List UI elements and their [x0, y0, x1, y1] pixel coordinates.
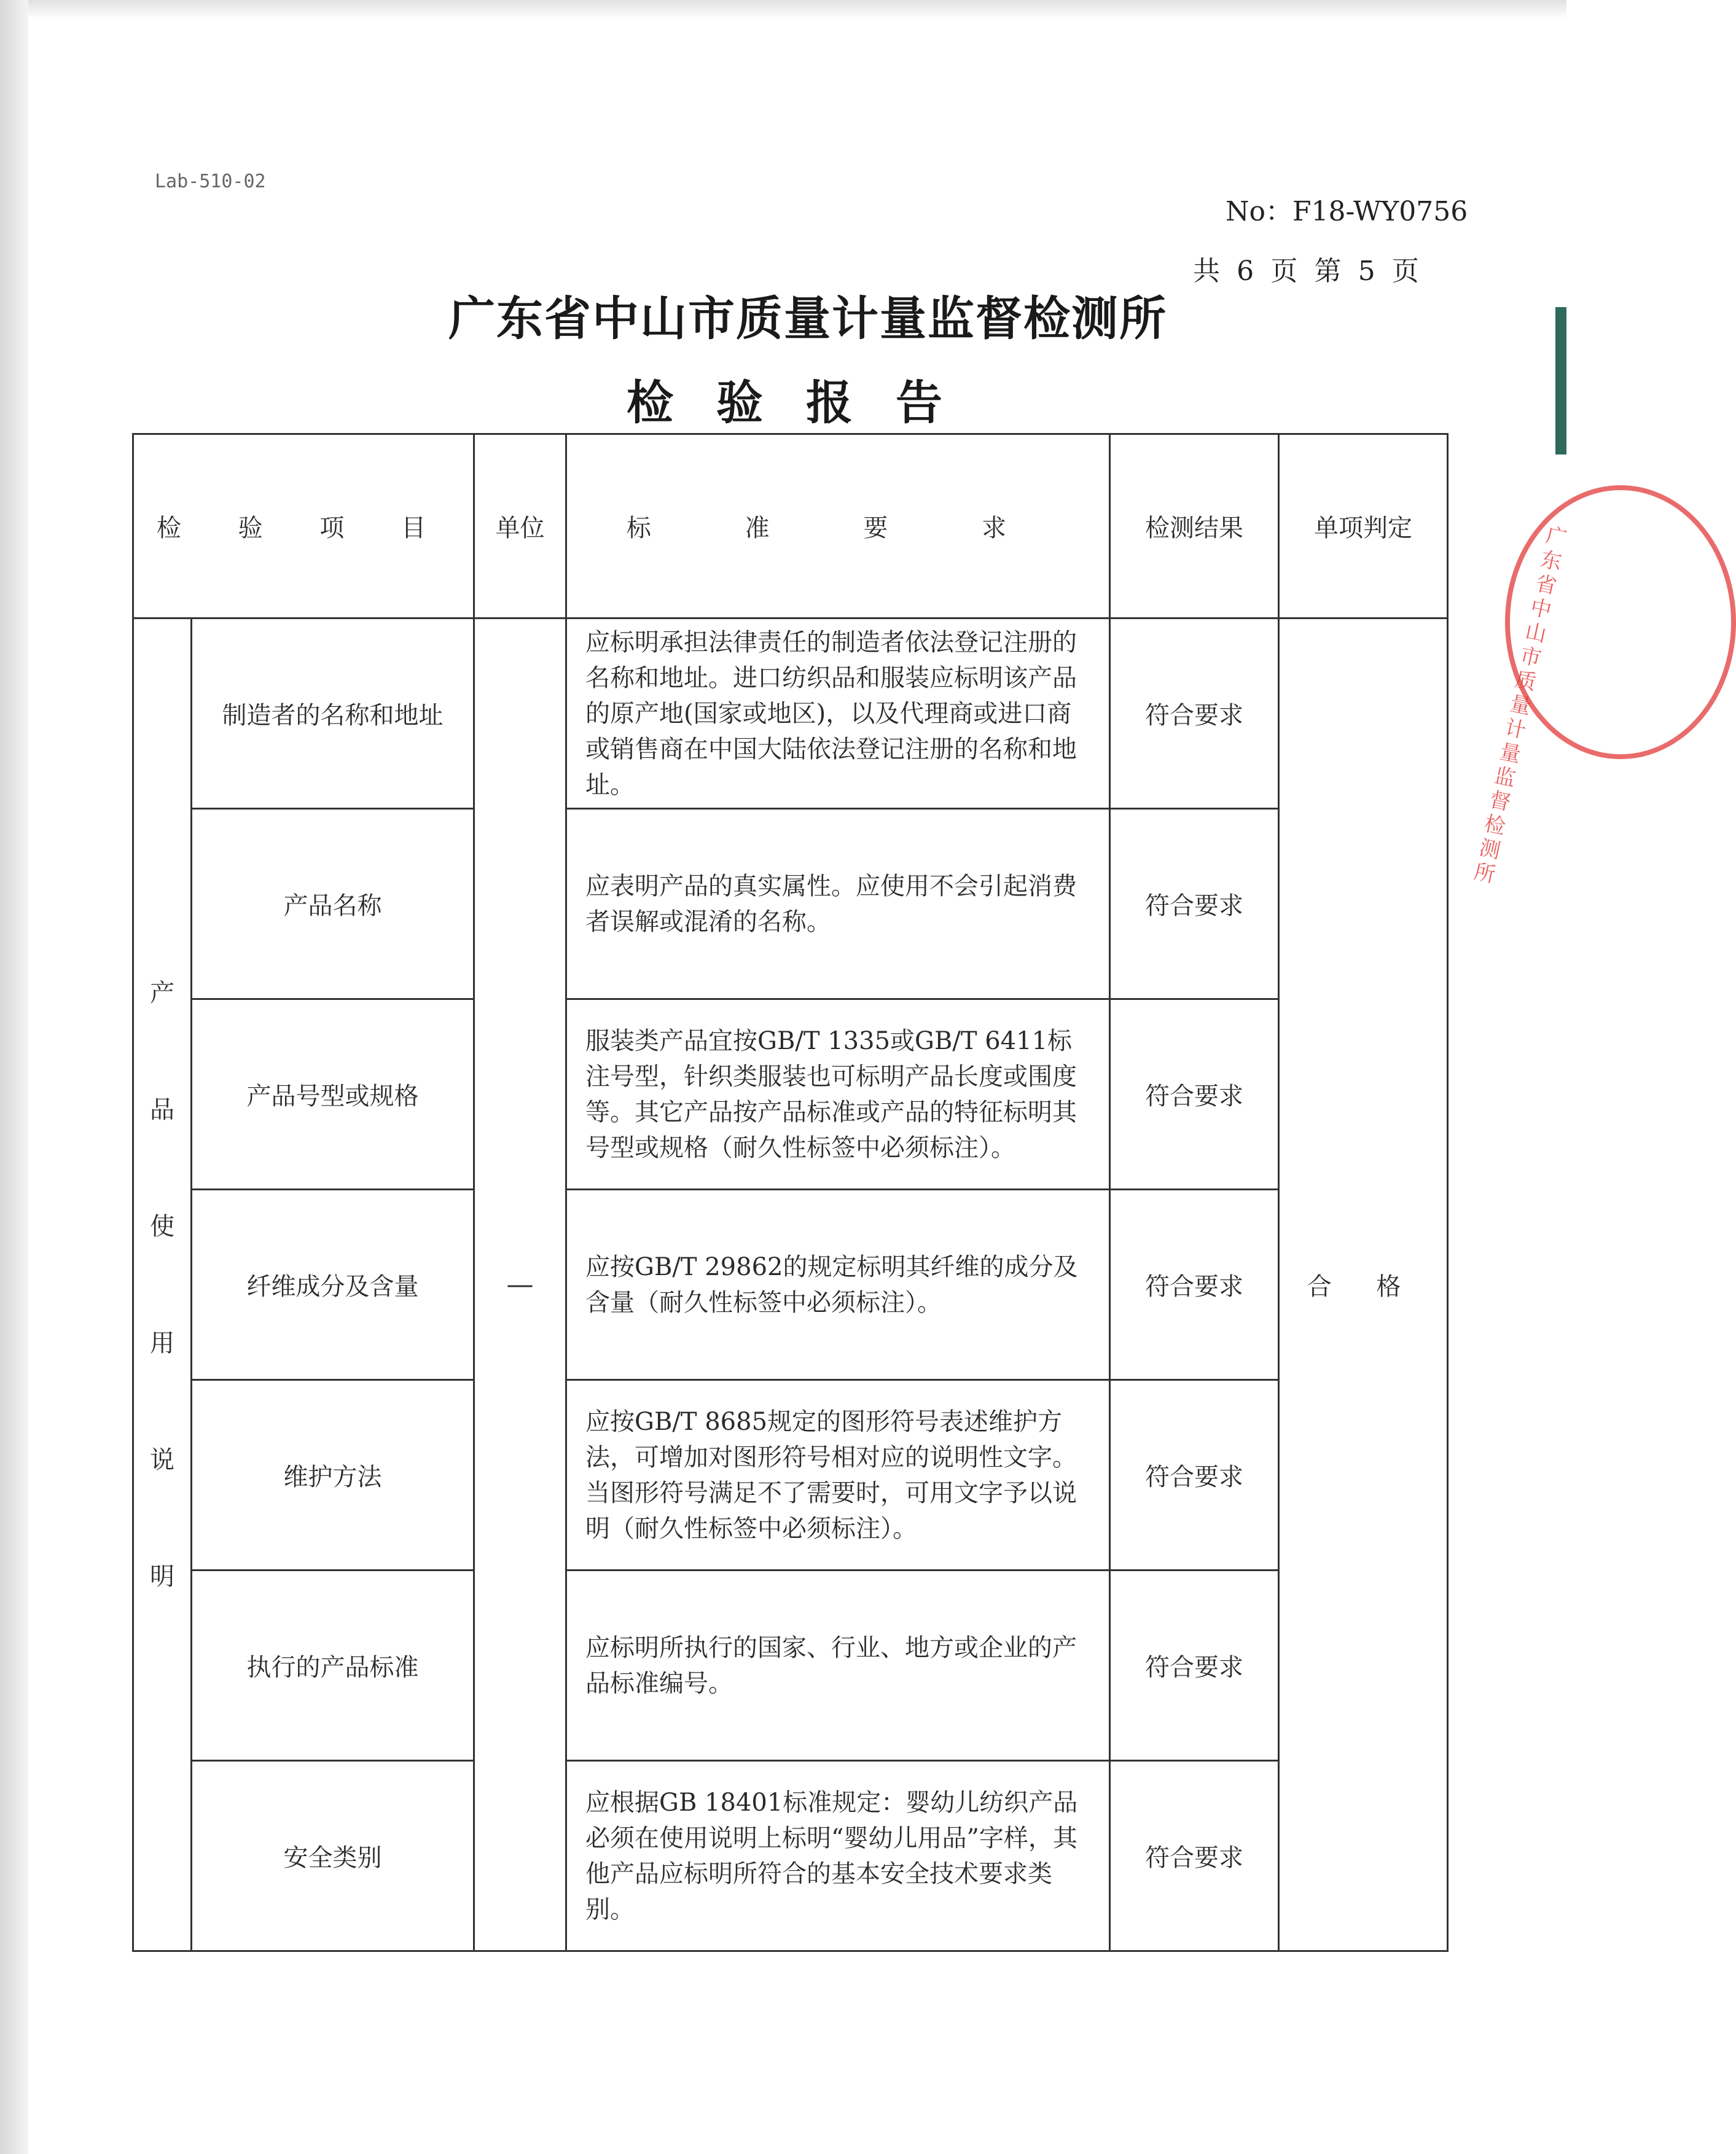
group-label: 产品使用说明 — [150, 978, 174, 1591]
item-name: 执行的产品标准 — [192, 1571, 474, 1761]
report-title: 检验报告 — [627, 375, 985, 430]
official-seal — [1472, 485, 1570, 888]
standard-requirement: 应标明承担法律责任的制造者依法登记注册的名称和地址。进口纺织品和服装应标明该产品的原产地(国家或地区)，以及代理商或进口商或销售商在中国大陆依法登记注册的名称和地址。 — [566, 618, 1110, 809]
table-row — [133, 1571, 1448, 1761]
table-row — [133, 1761, 1448, 1951]
table-row — [133, 618, 1448, 809]
table-row — [133, 1380, 1448, 1571]
item-name: 产品名称 — [192, 809, 474, 999]
verdict-value: 合 格 — [1279, 618, 1448, 1951]
item-name: 产品号型或规格 — [192, 999, 474, 1190]
standard-requirement: 应标明所执行的国家、行业、地方或企业的产品标准编号。 — [566, 1571, 1110, 1761]
item-name: 制造者的名称和地址 — [192, 618, 474, 809]
test-result: 符合要求 — [1110, 1190, 1279, 1380]
item-name: 安全类别 — [192, 1761, 474, 1951]
table-header-row — [133, 434, 1448, 618]
inspection-table — [132, 433, 1449, 1952]
test-result: 符合要求 — [1110, 1380, 1279, 1571]
binder-tab — [1555, 307, 1566, 455]
standard-requirement: 应按GB/T 29862的规定标明其纤维的成分及含量（耐久性标签中必须标注）。 — [566, 1190, 1110, 1380]
item-name: 纤维成分及含量 — [192, 1190, 474, 1380]
standard-requirement: 应根据GB 18401标准规定：婴幼儿纺织产品必须在使用说明上标明“婴幼儿用品”字样，其他产品应标明所符合的基本安全技术要求类别。 — [566, 1761, 1110, 1951]
test-result: 符合要求 — [1110, 1571, 1279, 1761]
test-result: 符合要求 — [1110, 809, 1279, 999]
unit-value: — — [474, 618, 566, 1951]
column-header-item: 检 验 项 目 — [133, 434, 474, 618]
page-info: 共 6 页 第 5 页 — [1193, 256, 1419, 287]
standard-requirement: 应表明产品的真实属性。应使用不会引起消费者误解或混淆的名称。 — [566, 809, 1110, 999]
standard-requirement: 服装类产品宜按GB/T 1335或GB/T 6411标注号型，针织类服装也可标明产品长度或围度等。其它产品按产品标准或产品的特征标明其号型或规格（耐久性标签中必须标注）。 — [566, 999, 1110, 1190]
organization-title: 广东省中山市质量计量监督检测所 — [448, 291, 1167, 346]
column-header-verdict: 单项判定 — [1279, 434, 1448, 618]
table-row — [133, 1190, 1448, 1380]
test-result: 符合要求 — [1110, 999, 1279, 1190]
form-code: Lab-510-02 — [155, 171, 266, 192]
scan-shadow-left — [0, 0, 28, 2154]
table-row — [133, 999, 1448, 1190]
column-header-unit: 单位 — [474, 434, 566, 618]
column-header-result: 检测结果 — [1110, 434, 1279, 618]
test-result: 符合要求 — [1110, 1761, 1279, 1951]
group-label-cell — [133, 618, 192, 1951]
column-header-standard: 标 准 要 求 — [566, 434, 1110, 618]
table-row — [133, 809, 1448, 999]
scan-shadow-top — [0, 0, 1566, 18]
report-number: No：F18-WY0756 — [1226, 196, 1468, 227]
seal-text: 广东省中山市质量计量监督检测所 — [1472, 523, 1570, 888]
test-result: 符合要求 — [1110, 618, 1279, 809]
item-name: 维护方法 — [192, 1380, 474, 1571]
standard-requirement: 应按GB/T 8685规定的图形符号表述维护方法，可增加对图形符号相对应的说明性文字。当图形符号满足不了需要时，可用文字予以说明（耐久性标签中必须标注）。 — [566, 1380, 1110, 1571]
